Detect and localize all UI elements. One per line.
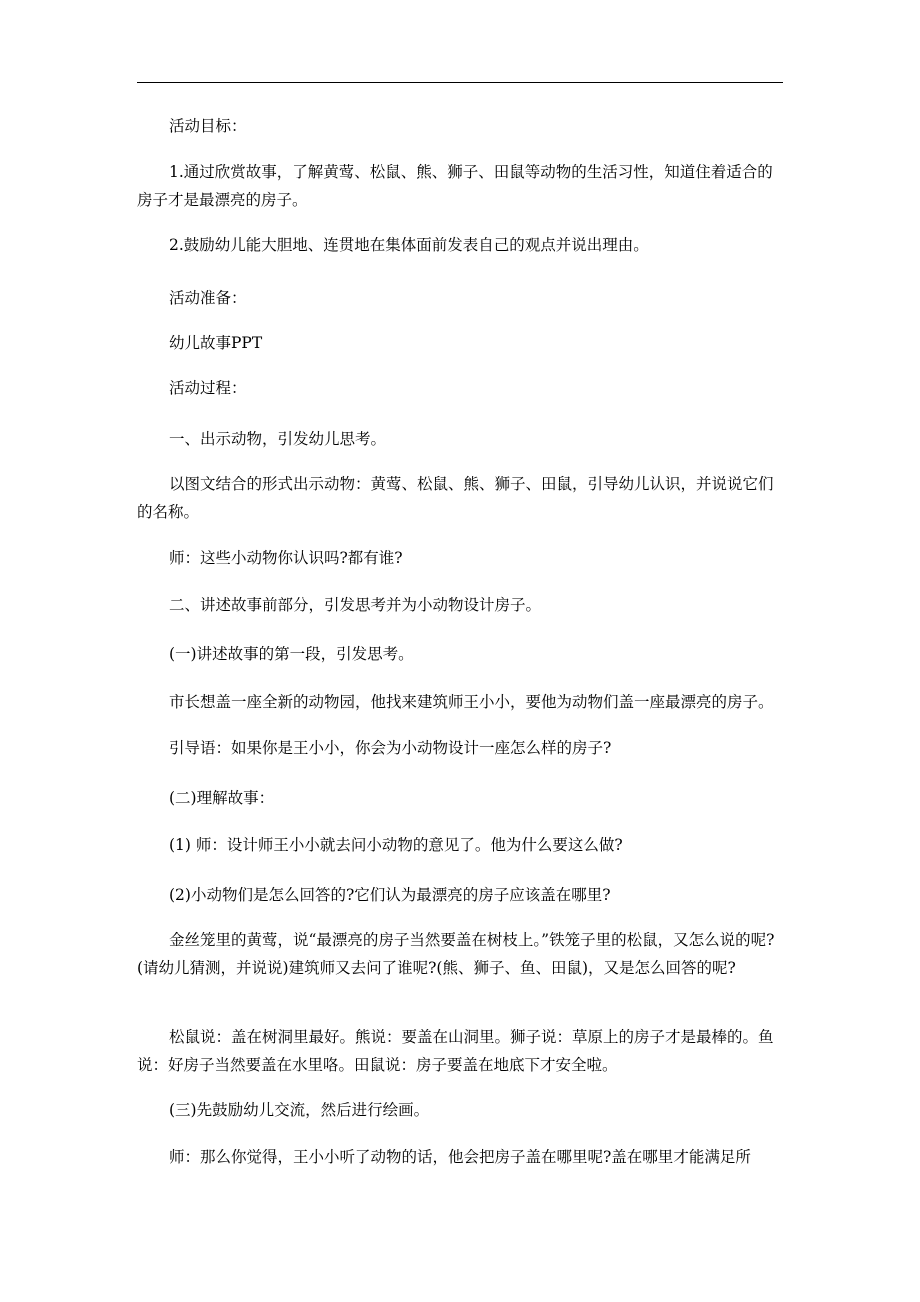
paragraph-4: 活动准备： <box>169 289 247 307</box>
paragraph-3: 2.鼓励幼儿能大胆地、连贯地在集体面前发表自己的观点并说出理由。 <box>169 236 649 254</box>
paragraph-7: 一、出示动物，引发幼儿思考。 <box>169 430 387 448</box>
header-rule <box>137 82 783 83</box>
paragraph-17: 金丝笼里的黄莺，说“最漂亮的房子当然要盖在树枝上。”铁笼子里的松鼠，又怎么说的呢?(请幼儿猜测，并说说)建筑师又去问了谁呢?(熊、狮子、鱼、田鼠)，又是怎么回答的呢? <box>137 931 775 977</box>
paragraph-13: 引导语：如果你是王小小，你会为小动物设计一座怎么样的房子? <box>169 739 612 757</box>
paragraph-16: (2)小动物们是怎么回答的?它们认为最漂亮的房子应该盖在哪里? <box>169 886 611 904</box>
paragraph-19: (三)先鼓励幼儿交流，然后进行绘画。 <box>169 1101 430 1119</box>
paragraph-14: (二)理解故事： <box>169 789 275 807</box>
paragraph-10: 二、讲述故事前部分，引发思考并为小动物设计房子。 <box>169 596 542 614</box>
paragraph-11: (一)讲述故事的第一段，引发思考。 <box>169 645 414 663</box>
paragraph-1: 活动目标： <box>169 117 247 135</box>
paragraph-9: 师：这些小动物你认识吗?都有谁? <box>169 549 403 567</box>
paragraph-8: 以图文结合的形式出示动物：黄莺、松鼠、熊、狮子、田鼠，引导幼儿认识，并说说它们的名称。 <box>137 475 774 521</box>
paragraph-2: 1.通过欣赏故事，了解黄莺、松鼠、熊、狮子、田鼠等动物的生活习性，知道住着适合的房子才是最漂亮的房子。 <box>137 163 773 209</box>
paragraph-18: 松鼠说：盖在树洞里最好。熊说：要盖在山洞里。狮子说：草原上的房子才是最棒的。鱼说：好房子当然要盖在水里咯。田鼠说：房子要盖在地底下才安全啦。 <box>137 1028 774 1074</box>
paragraph-15: (1) 师：设计师王小小就去问小动物的意见了。他为什么要这么做? <box>169 836 623 854</box>
paragraph-6: 活动过程： <box>169 379 247 397</box>
paragraph-12: 市长想盖一座全新的动物园，他找来建筑师王小小，要他为动物们盖一座最漂亮的房子。 <box>169 693 774 711</box>
paragraph-5: 幼儿故事PPT <box>169 334 263 352</box>
paragraph-20: 师：那么你觉得，王小小听了动物的话，他会把房子盖在哪里呢?盖在哪里才能满足所 <box>169 1148 751 1166</box>
